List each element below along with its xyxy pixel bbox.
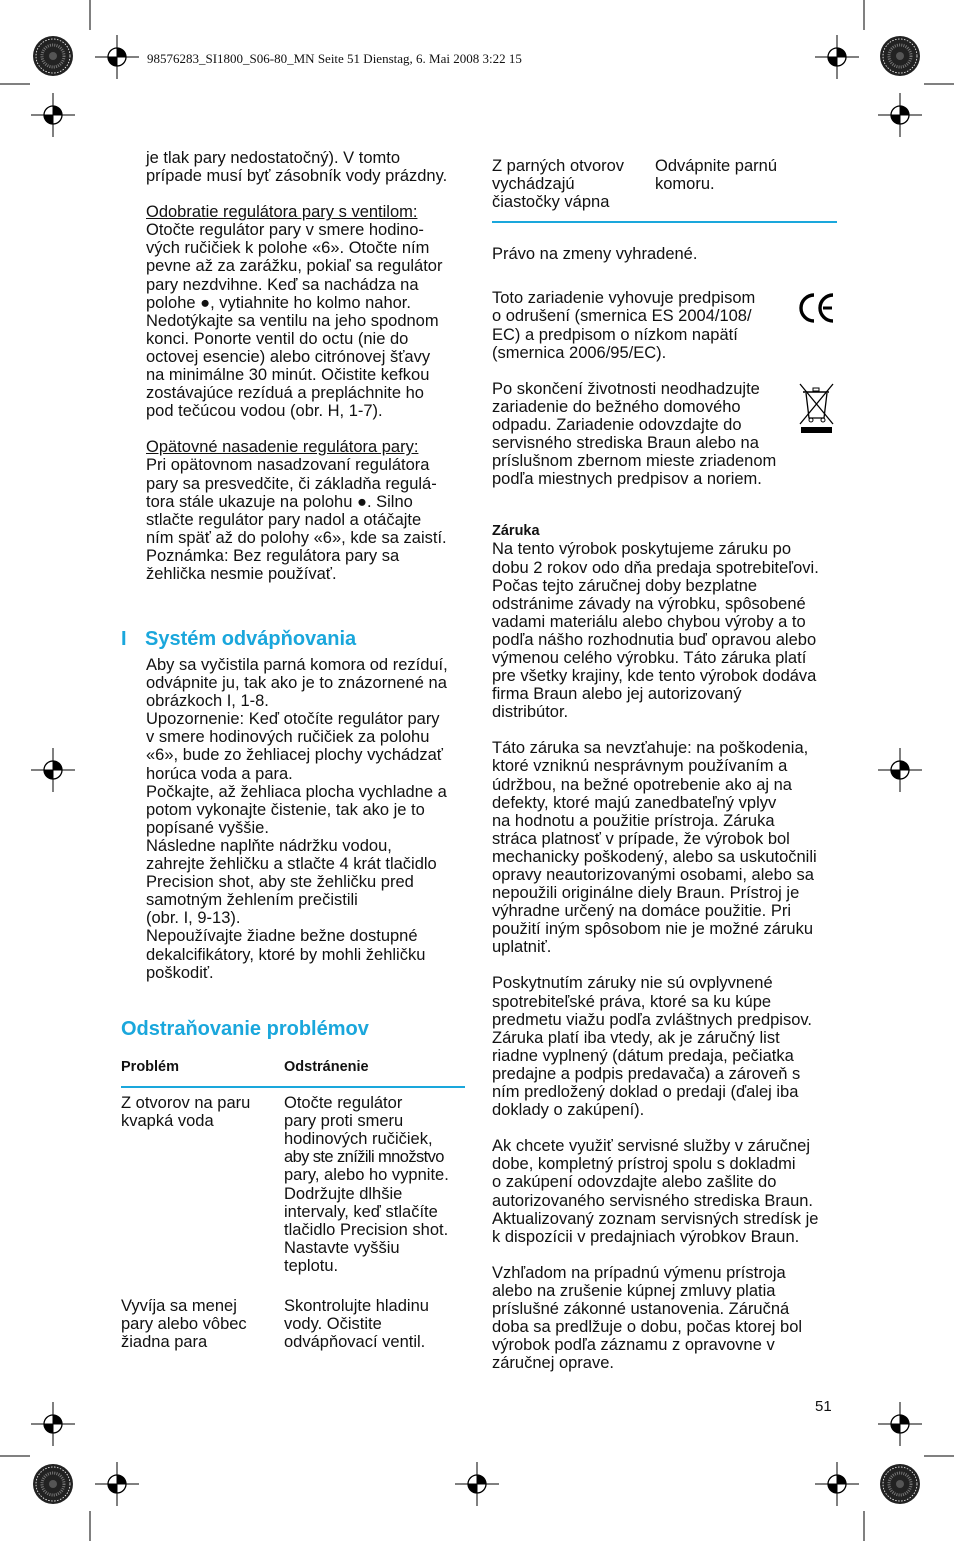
- text-line: (obr. I, 9-13).: [146, 909, 241, 928]
- text-line: Táto záruka sa nevzťahuje: na poškodenia,: [492, 739, 809, 758]
- text-line: je tlak pary nedostatočný). V tomto: [146, 149, 401, 167]
- text-line: Po skončení životnosti neodhadzujte: [492, 379, 760, 398]
- compliance-paragraph: [492, 289, 837, 361]
- table-header: [121, 1058, 465, 1088]
- text-line: Z parných otvorov: [492, 157, 625, 175]
- text-line: Aby sa vyčistila parná komora od rezíduí,: [146, 656, 448, 674]
- text-line: na hodnotu a použitie prístroja. Záruka: [492, 811, 775, 830]
- text-line: podľa nášho rozhodnutia buď opravou alebo: [492, 630, 817, 649]
- text-line: pevne až za zarážku, pokiaľ sa regulátor: [146, 257, 443, 276]
- solution-cell: [655, 157, 837, 211]
- text-line: doba sa predlžuje o dobu, počas ktorej bol: [492, 1318, 803, 1337]
- text-line: Nastavte vyššiu: [284, 1238, 400, 1257]
- text-line: tlačidlo Precision shot.: [284, 1220, 449, 1239]
- text-line: stlačte regulátor pary nadol a otáčajte: [146, 510, 422, 529]
- disposal-text: [492, 380, 797, 489]
- text-line: Otočte regulátor pary v smere hodino-: [146, 221, 424, 240]
- text-line: zariadenie do bežného domového: [492, 397, 741, 416]
- reinsert-paragraph: [146, 438, 466, 583]
- text-line: mechanicky poškodený, alebo sa uskutočnili: [492, 847, 817, 866]
- section-title: Systém odvápňovania: [145, 628, 357, 650]
- section-letter: I: [121, 628, 127, 650]
- text-line: Na tento výrobok poskytujeme záruku po: [492, 540, 791, 559]
- solution-cell: [284, 1297, 465, 1351]
- registration-mark-icon-2: [815, 35, 859, 79]
- text-line: nepoužili originálne diely Braun. Prístroj je: [492, 884, 800, 903]
- text-line: poškodiť.: [146, 963, 214, 982]
- registration-mark-icon-10: [455, 1462, 499, 1506]
- text-line: predmetu viažu podľa zvláštnych predpisov.: [492, 1010, 813, 1029]
- text-line: hodinových ručičiek,: [284, 1130, 433, 1149]
- ce-mark-logo: [797, 291, 837, 325]
- text-line: vých ručičiek k polohe «6». Otočte ním: [146, 239, 430, 258]
- text-line: ním predložený doklad o predaji (ďalej iba: [492, 1083, 799, 1102]
- print-slug-header: 98576283_SI1800_S06-80_MN Seite 51 Dienstag, 6. Mai 2008 3:22 15: [147, 51, 522, 66]
- text-line: zostávajúce rezíduá a prepláchnite ho: [146, 384, 424, 403]
- text-line: Pri opätovnom nasadzovaní regulátora: [146, 456, 430, 475]
- text-line: servisného strediska Braun alebo na: [492, 434, 759, 453]
- warranty-title: Záruka: [492, 523, 540, 540]
- text-line: EC) a predpisom o nízkom napätí: [492, 325, 738, 344]
- text-line: odstránime závady na výrobku, spôsobené: [492, 594, 806, 613]
- text-line: Vzhľadom na prípadnú výmenu prístroja: [492, 1263, 786, 1282]
- table-row: [121, 1297, 465, 1351]
- text-line: aby ste znížili množstvo: [284, 1148, 444, 1167]
- text-line: zahrejte žehličku a stlačte 4 krát tlačidlo: [146, 855, 437, 874]
- left-column: [146, 149, 466, 601]
- text-line: pary, alebo ho vypnite.: [284, 1166, 449, 1185]
- warranty-paragraph-3: [492, 974, 837, 1119]
- rights-notice: [492, 245, 837, 263]
- text-line: dekalcifikátory, ktoré by mohli žehličku: [146, 945, 426, 964]
- text-line: Nedotýkajte sa ventilu na jeho spodnom: [146, 311, 439, 330]
- text-line: použití iným spôsobom nie je možné záruku: [492, 920, 813, 939]
- solution-cell: [284, 1094, 465, 1275]
- warranty-paragraph-4: [492, 1137, 837, 1246]
- removal-title: Odobratie regulátora pary s ventilom:: [146, 203, 418, 222]
- text-line: Dodržujte dlhšie: [284, 1184, 403, 1203]
- text-line: pre všetky krajiny, kde tento výrobok dodáva: [492, 667, 817, 686]
- text-line: tora stále ukazuje na polohu ●. Silno: [146, 492, 413, 511]
- table-row: [121, 1094, 465, 1275]
- registration-mark-icon-5: [31, 748, 75, 792]
- text-line: teplotu.: [284, 1256, 339, 1275]
- text-line: k dispozícii v predajniach výrobkov Braun.: [492, 1227, 800, 1246]
- text-line: Z otvorov na paru: [121, 1094, 251, 1113]
- text-line: opravy neautorizovanými osobami, alebo sa: [492, 866, 814, 884]
- text-line: dobe, kompletný prístroj spolu s dokladmi: [492, 1155, 796, 1174]
- text-line: pary nezdvihne. Keď sa nachádza na: [146, 275, 419, 294]
- text-line: Ak chcete využiť servisné služby v záručnej: [492, 1137, 810, 1156]
- text-line: pary alebo vôbec: [121, 1315, 247, 1334]
- text-line: vychádzajú: [492, 175, 575, 194]
- registration-mark-icon-8: [878, 1402, 922, 1446]
- text-line: vadami materiálu alebo chybou výroby a to: [492, 612, 806, 631]
- text-line: odvápňovací ventil.: [284, 1333, 426, 1352]
- disposal-paragraph: [492, 380, 837, 489]
- crossed-bin-icon: [797, 380, 837, 438]
- text-line: o odrušení (smernica ES 2004/108/: [492, 307, 752, 326]
- text-line: ním späť až do polohy «6», kde sa zaistí.: [146, 528, 447, 547]
- intro-paragraph: [146, 149, 466, 185]
- table-row: [492, 157, 837, 223]
- text-line: o zakúpení odovzdajte alebo zašlite do: [492, 1173, 777, 1192]
- text-line: výrobok podľa záznamu z opravovne v: [492, 1336, 775, 1355]
- text-line: Počas tejto záručnej doby bezplatne: [492, 576, 758, 595]
- text-line: stráca platnosť v prípade, že výrobok bol: [492, 829, 790, 848]
- text-line: Skontrolujte hladinu: [284, 1297, 429, 1316]
- text-line: octovej esencie) alebo citrónovej šťavy: [146, 347, 431, 366]
- text-line: polohe ●, vytiahnite ho kolmo nahor.: [146, 293, 411, 312]
- text-line: príslušné zákonné ustanovenia. Záručná: [492, 1299, 790, 1318]
- text-line: Záruka platí iba vtedy, ak je záručný list: [492, 1028, 780, 1047]
- section-i-body: [146, 656, 466, 982]
- compliance-text: [492, 289, 787, 361]
- text-line: Právo na zmeny vyhradené.: [492, 245, 698, 264]
- text-line: Nepoužívajte žiadne bežne dostupné: [146, 927, 418, 946]
- text-line: spotrebiteľské práva, ktoré sa ku kúpe: [492, 992, 772, 1011]
- color-wheel-icon-bl: [33, 1464, 73, 1504]
- text-line: doklady o zakúpení).: [492, 1101, 645, 1120]
- text-line: ktoré vzniknú nesprávnym používaním a: [492, 757, 788, 776]
- text-line: «6», bude zo žehliacej plochy vychádzať: [146, 746, 443, 765]
- text-line: záručnej oprave.: [492, 1354, 614, 1373]
- text-line: Odvápnite parnú: [655, 157, 778, 175]
- text-line: defekty, ktoré majú zanedbateľný vplyv: [492, 793, 777, 812]
- text-line: predajne a podpis predavača) a zároveň s: [492, 1064, 801, 1083]
- text-line: Toto zariadenie vyhovuje predpisom: [492, 289, 756, 308]
- column-header-problem: Problém: [121, 1059, 180, 1075]
- text-line: žehlička nesmie používať.: [146, 564, 337, 583]
- text-line: horúca voda a para.: [146, 764, 293, 783]
- problem-cell: [121, 1297, 284, 1351]
- text-line: samotným žehlením prečistili: [146, 891, 358, 910]
- text-line: autorizovaného servisného strediska Braun.: [492, 1191, 814, 1210]
- text-line: riadne vyplnený (dátum predaja, pečiatka: [492, 1046, 794, 1065]
- text-line: v smere hodinových ručičiek za polohu: [146, 728, 430, 747]
- text-line: pod tečúcou vodou (obr. H, 1-7).: [146, 402, 383, 421]
- text-line: pary proti smeru: [284, 1112, 404, 1131]
- text-line: distribútor.: [492, 703, 569, 722]
- problem-cell: [492, 157, 655, 211]
- problem-cell: [121, 1094, 284, 1275]
- text-line: uplatniť.: [492, 938, 552, 957]
- right-column: [492, 157, 837, 1390]
- text-line: alebo na zrušenie kúpnej zmluvy platia: [492, 1281, 776, 1300]
- text-line: výmenou celého výrobku. Táto záruka platí: [492, 648, 807, 667]
- text-line: na minimálne 30 minút. Očistite kefkou: [146, 366, 430, 385]
- text-line: Upozornenie: Keď otočíte regulátor pary: [146, 710, 440, 729]
- text-line: kvapká voda: [121, 1112, 214, 1131]
- registration-mark-icon-4: [878, 93, 922, 137]
- text-line: Vyvíja sa menej: [121, 1297, 237, 1316]
- text-line: žiadna para: [121, 1333, 208, 1352]
- text-line: Počkajte, až žehliaca plocha vychladne a: [146, 782, 447, 801]
- text-line: vody. Očistite: [284, 1315, 382, 1334]
- text-line: údržbou, na bežné opotrebenie ako aj na: [492, 775, 792, 794]
- warranty-paragraph-5: [492, 1264, 837, 1373]
- text-line: podľa miestnych predpisov a noriem.: [492, 470, 762, 489]
- section-i-heading: [121, 627, 356, 651]
- text-line: intervaly, keď stlačíte: [284, 1202, 438, 1221]
- color-wheel-icon-tl: [33, 36, 73, 76]
- text-line: popísané vyššie.: [146, 818, 269, 837]
- text-line: Otočte regulátor: [284, 1094, 403, 1113]
- warranty-paragraph-1: [492, 522, 837, 721]
- text-line: potom vykonajte čistenie, tak ako je to: [146, 800, 425, 819]
- troubleshooting-heading: Odstraňovanie problémov: [121, 1018, 369, 1040]
- text-line: odpadu. Zariadenie odovzdajte do: [492, 415, 742, 434]
- text-line: (smernica 2006/95/EC).: [492, 343, 667, 362]
- text-line: konci. Ponorte ventil do octu (nie do: [146, 329, 409, 348]
- text-line: Poznámka: Bez regulátora pary sa: [146, 546, 400, 565]
- text-line: obrázkoch I, 1-8.: [146, 692, 269, 711]
- text-line: príslušnom zbernom mieste zriadenom: [492, 452, 777, 471]
- text-line: firma Braun alebo jej autorizovaný: [492, 685, 742, 704]
- removal-paragraph: [146, 203, 466, 420]
- reinsert-title: Opätovné nasadenie regulátora pary:: [146, 438, 419, 457]
- text-line: dobu 2 rokov odo dňa predaja spotrebiteľovi.: [492, 558, 819, 577]
- text-line: Precision shot, aby ste žehličku pred: [146, 873, 414, 892]
- text-line: čiastočky vápna: [492, 193, 610, 212]
- text-line: výhradne určený na domáce použitie. Pri: [492, 902, 791, 921]
- page-number: 51: [815, 1398, 832, 1415]
- registration-mark-icon-6: [878, 748, 922, 792]
- registration-mark-icon-11: [815, 1462, 859, 1506]
- color-wheel-icon-tr: [880, 36, 920, 76]
- text-line: odvápnite ju, tak ako je to znázornené na: [146, 674, 447, 693]
- registration-mark-icon-3: [31, 93, 75, 137]
- text-line: komoru.: [655, 175, 715, 194]
- text-line: Aktualizovaný zoznam servisných stredísk je: [492, 1209, 819, 1228]
- registration-mark-icon-7: [31, 1402, 75, 1446]
- text-line: Následne naplňte nádržku vodou,: [146, 836, 392, 855]
- text-line: pary sa presvedčite, či základňa regulá-: [146, 474, 437, 493]
- registration-mark-icon-1: [95, 35, 139, 79]
- column-header-solution: Odstránenie: [284, 1059, 369, 1075]
- text-line: prípade musí byť zásobník vody prázdny.: [146, 167, 448, 186]
- troubleshooting-table: [121, 1058, 465, 1351]
- registration-mark-icon-9: [95, 1462, 139, 1506]
- warranty-paragraph-2: [492, 739, 837, 956]
- text-line: Poskytnutím záruky nie sú ovplyvnené: [492, 974, 773, 993]
- color-wheel-icon-br: [880, 1464, 920, 1504]
